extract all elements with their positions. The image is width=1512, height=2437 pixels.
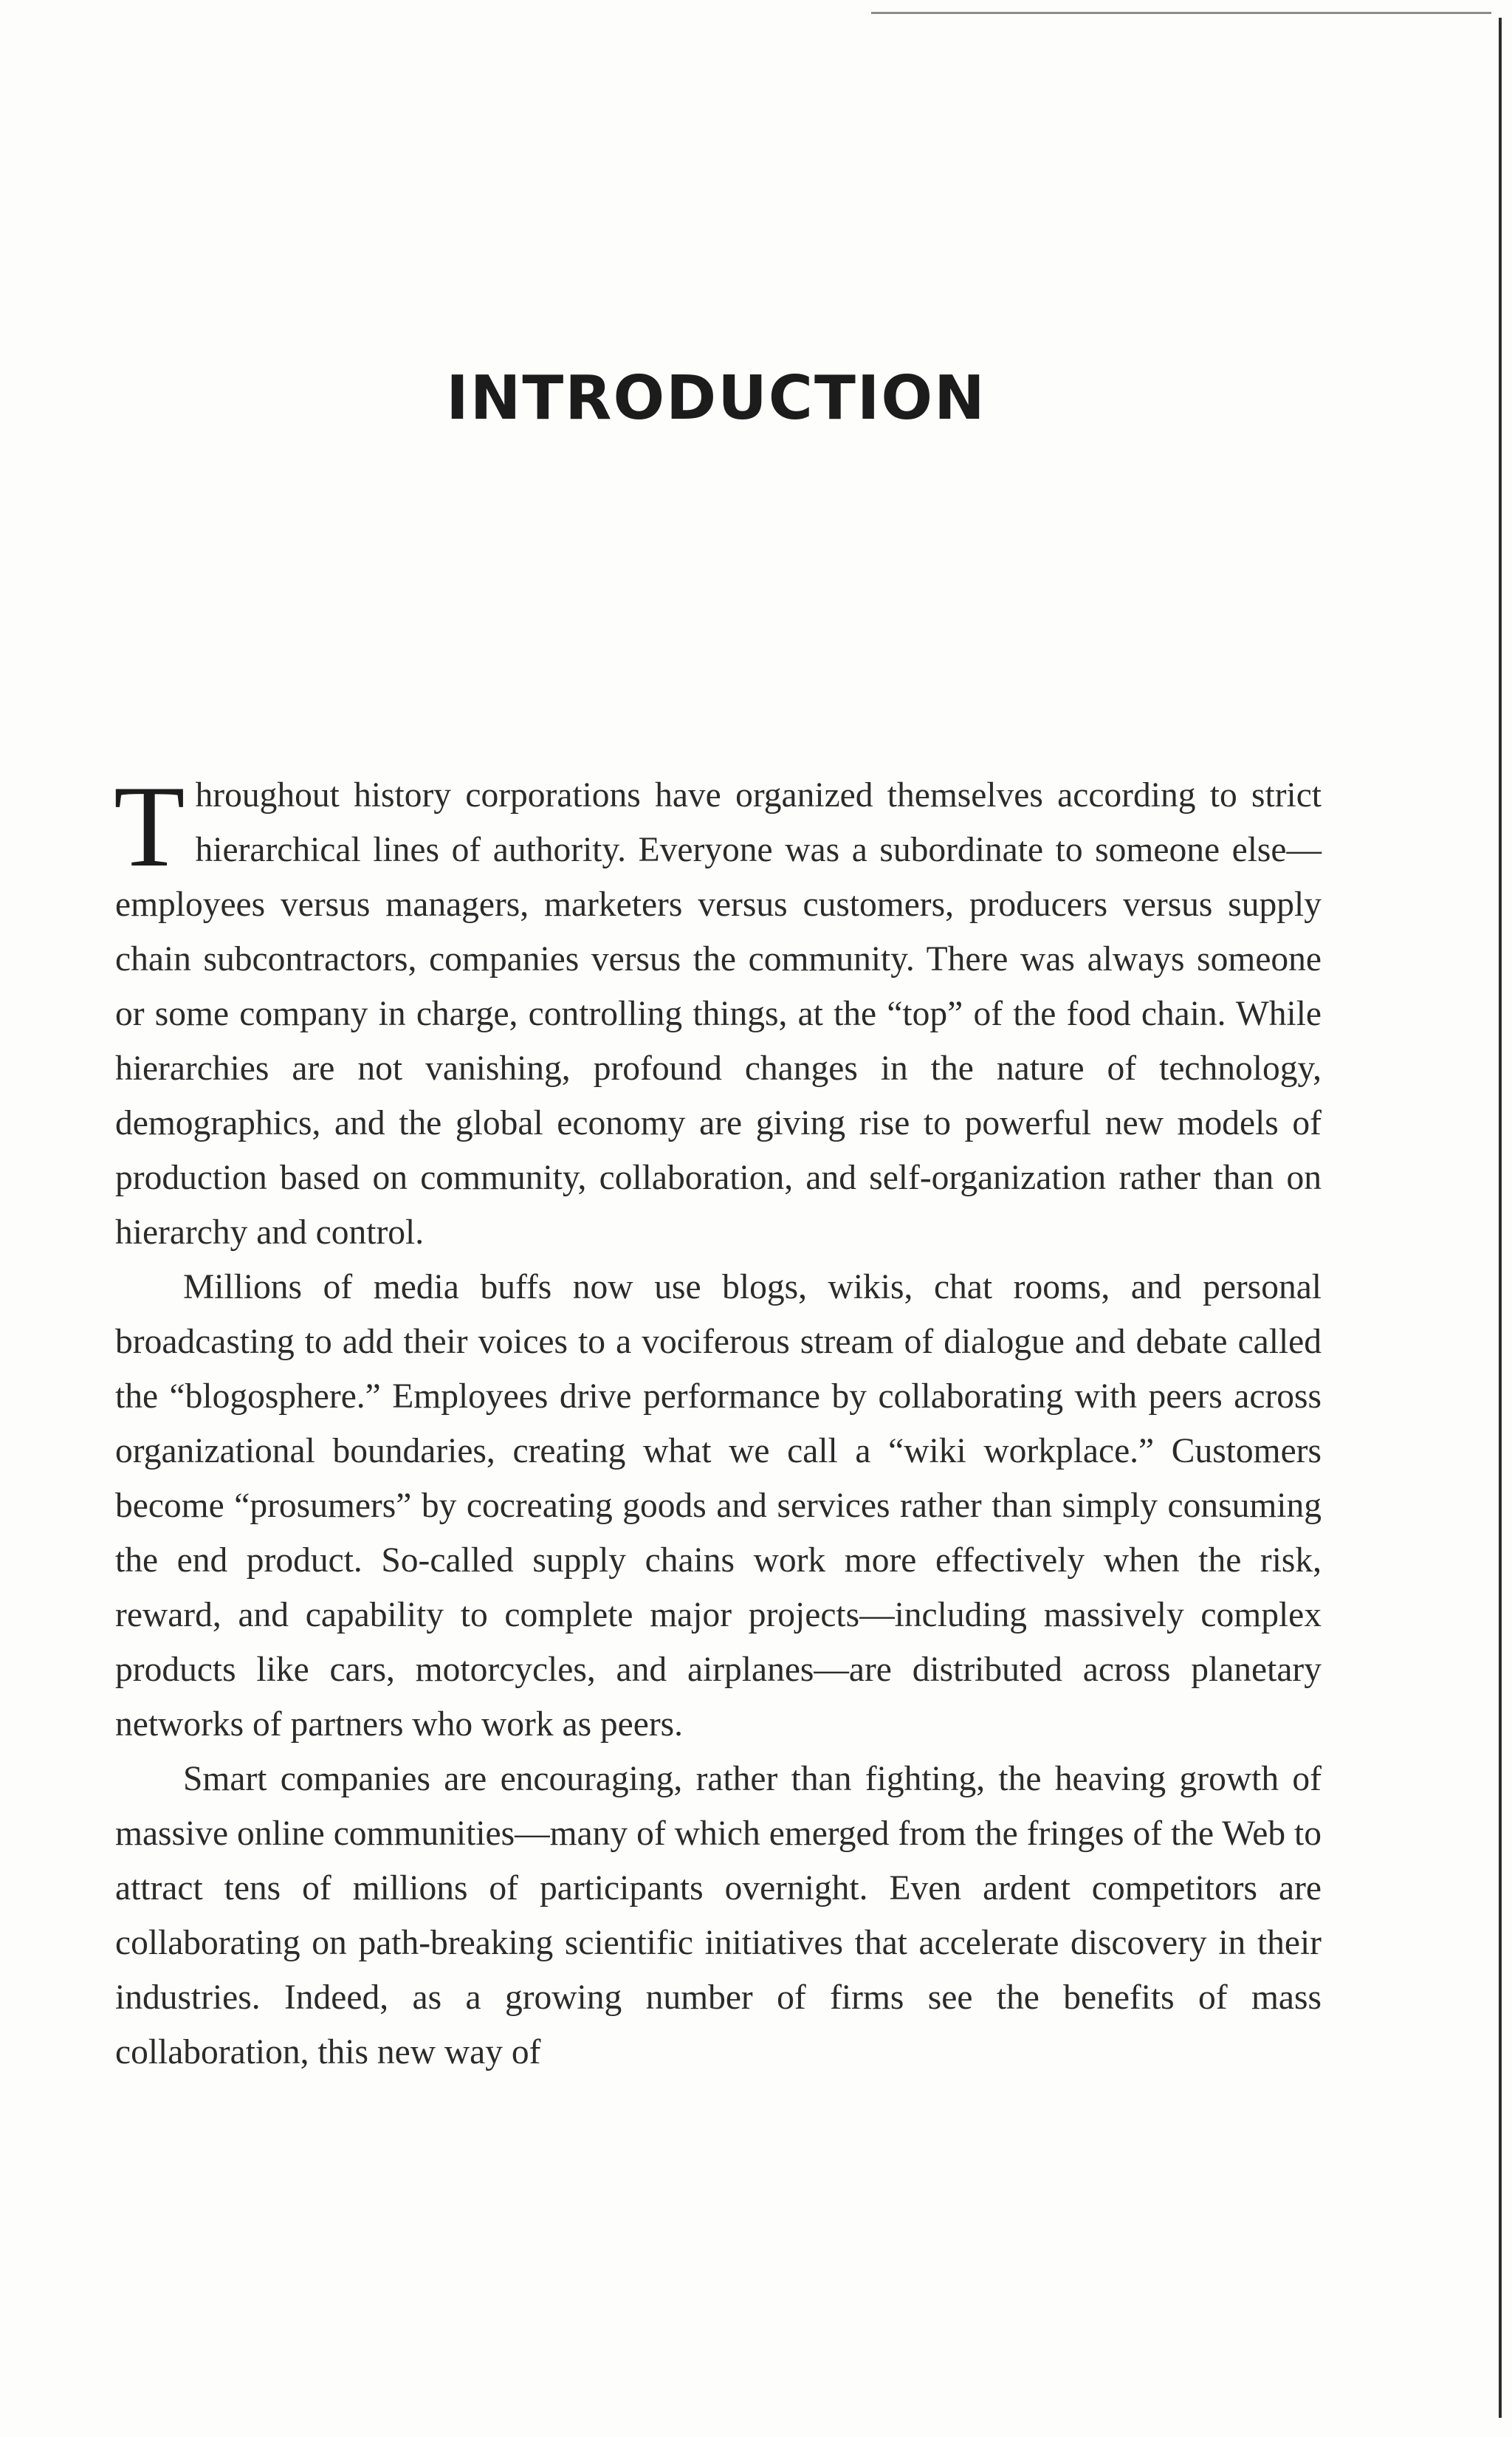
paragraph-1-text: hroughout history corporations have organized themselves according to strict hierarchical lines of authority. Everyone was a subordinate to someone else—employees versus managers, marketers versus customers, producers versus supply chain subcontractors, companies versus the community. There was always someone or some company in charge, controlling things, at the “top” of the food chain. While hierarchies are not vanishing, profound changes in the nature of technology, demographics, and the global economy are giving rise to powerful new models of production based on community, collaboration, and self-organization rather than on hierarchy and control. [115,776,1322,1252]
paragraph-2: Millions of media buffs now use blogs, wikis, chat rooms, and personal broadcasting to add their voices to a vociferous stream of dialogue and debate called the “blogosphere.” Employees drive performance by collaborating with peers across organizational boundaries, creating what we call a “wiki workplace.” Customers become “prosumers” by cocreating goods and services rather than simply consuming the end product. So-called supply chains work more effectively when the risk, reward, and capability to complete major projects—including massively complex products like cars, motorcycles, and airplanes—are distributed across planetary networks of partners who work as peers. [115,1268,1322,1744]
paragraph-1 [114,762,1322,1260]
page-right-edge [1499,18,1502,2418]
paragraph-3: Smart companies are encouraging, rather than fighting, the heaving growth of massive online communities—many of which emerged from the fringes of the Web to attract tens of millions of participants overnight. Even ardent competitors are collaborating on path-breaking scientific initiatives that accelerate discovery in their industries. Indeed, as a growing number of firms see the benefits of mass collaboration, this new way of [115,1760,1322,2071]
chapter-title: INTRODUCTION [446,363,986,433]
drop-cap: T [114,762,185,891]
top-edge-rule [871,12,1491,14]
chapter-body [114,762,1322,2080]
